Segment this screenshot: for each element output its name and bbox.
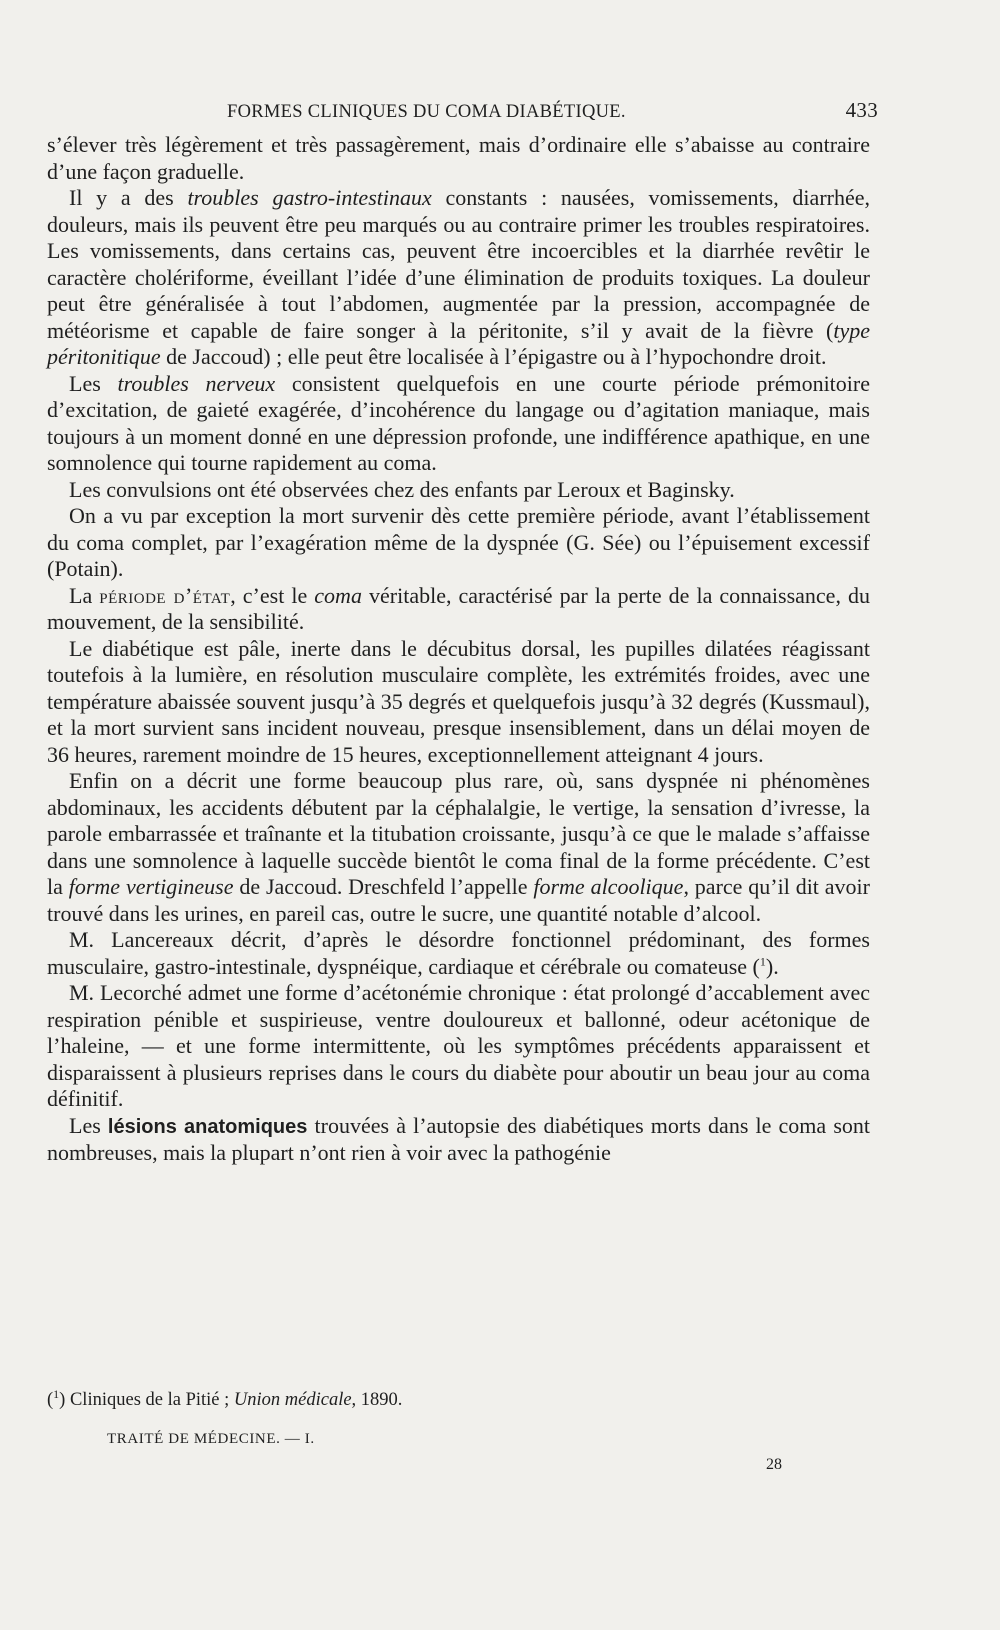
footnote: ($^1$) Cliniques de la Pitié ; Union médicale, 1890. [47, 1386, 403, 1410]
paragraph: M. Lancereaux décrit, d’après le désordre fonctionnel prédominant, des formes musculaire, gastro-intestinale, dyspnéique, cardiaque et cérébrale ou comateuse ($^1$). [47, 927, 870, 979]
paragraph: Enfin on a décrit une forme beaucoup plus rare, où, sans dyspnée ni phénomènes abdominaux, les accidents débutent par la céphalalgie, le vertige, la sensation d’ivresse, la parole embarrassée et traînante et la titubation croissante, jusqu’à ce que le malade s’affaisse dans une somnolence à laquelle succède bientôt le coma final de la forme précédente. C’est la forme vertigineuse de Jaccoud. Dreschfeld l’appelle forme alcoolique, parce qu’il dit avoir trouvé dans les urines, en pareil cas, outre le sucre, une quantité notable d’alcool. [47, 768, 870, 926]
paragraph: Le diabétique est pâle, inerte dans le décubitus dorsal, les pupilles dilatées réagissant toutefois à la lumière, en résolution musculaire complète, les extrémités froides, avec une température abaissée souvent jusqu’à 35 degrés et quelquefois jusqu’à 32 degrés (Kussmaul), et la mort survient sans incident nouveau, presque insensiblement, dans un délai moyen de 36 heures, rarement moindre de 15 heures, exceptionnellement atteignant 4 jours. [47, 635, 870, 767]
footnote-ref: 1 [759, 954, 766, 969]
signature-line: TRAITÉ DE MÉDECINE. — I. [107, 1431, 315, 1447]
emphasis: Union médicale [233, 1390, 352, 1410]
page-number: 433 [845, 98, 878, 122]
paragraph: M. Lecorché admet une forme d’acétonémie chronique : état prolongé d’accablement avec respiration pénible et suspirieuse, ventre douloureux et ballonné, odeur acétonique de l’haleine, — et une forme intermittente, où les symptômes précédents apparaissent et disparaissent à plusieurs reprises dans le cours du diabète pour aboutir un beau jour au coma définitif. [47, 980, 870, 1111]
running-head [227, 98, 878, 132]
footnote-marker: 1 [53, 1386, 60, 1401]
body-text [47, 132, 870, 1167]
small-caps-term: période d’état [99, 582, 231, 608]
bold-term: lésions anatomiques [107, 1115, 308, 1138]
paragraph: s’élever très légèrement et très passagèrement, mais d’ordinaire elle s’abaisse au contraire d’une façon graduelle. [47, 132, 870, 184]
emphasis: coma [314, 582, 362, 608]
paragraph: Il y a des troubles gastro-intestinaux constants : nausées, vomissements, diarrhée, douleurs, mais ils peuvent être peu marqués ou au contraire primer les troubles respiratoires. Les vomissements, dans certains cas, peuvent être incoercibles et la diarrhée revêtir le caractère cholériforme, éveillant l’idée d’une élimination de produits toxiques. La douleur peut être généralisée à tout l’abdomen, augmentée par la pression, accompagnée de météorisme et capable de faire songer à la péritonite, s’il y avait de la fièvre (type péritonitique de Jaccoud) ; elle peut être localisée à l’épigastre ou à l’hypochondre droit. [47, 185, 870, 369]
paragraph: Les convulsions ont été observées chez des enfants par Leroux et Baginsky. [69, 476, 735, 502]
emphasis: forme vertigineuse [68, 874, 234, 899]
emphasis: troubles gastro-intestinaux [187, 185, 432, 210]
emphasis: troubles nerveux [117, 370, 276, 396]
paragraph: Les troubles nerveux consistent quelquefois en une courte période prémonitoire d’excitation, de gaieté exagérée, d’incohérence du langage ou d’agitation maniaque, mais toujours à un moment donné en une dépression profonde, une indifférence apathique, en une somnolence qui tourne rapidement au coma. [47, 370, 870, 475]
paragraph: Les lésions anatomiques trouvées à l’autopsie des diabétiques morts dans le coma sont nombreuses, mais la plupart n’ont rien à voir avec la pathogénie [47, 1112, 870, 1165]
emphasis: type péritonitique [47, 317, 870, 369]
paragraph: La période d’état, c’est le coma véritable, caractérisé par la perte de la connaissance, du mouvement, de la sensibilité. [47, 582, 870, 634]
running-title: FORMES CLINIQUES DU COMA DIABÉTIQUE. [227, 102, 626, 122]
sheet-number: 28 [766, 1456, 782, 1473]
emphasis: forme alcoolique [533, 874, 684, 899]
paragraph: On a vu par exception la mort survenir dès cette première période, avant l’établissement du coma complet, par l’exagération même de la dyspnée (G. Sée) ou l’épuisement excessif (Potain). [47, 503, 870, 581]
